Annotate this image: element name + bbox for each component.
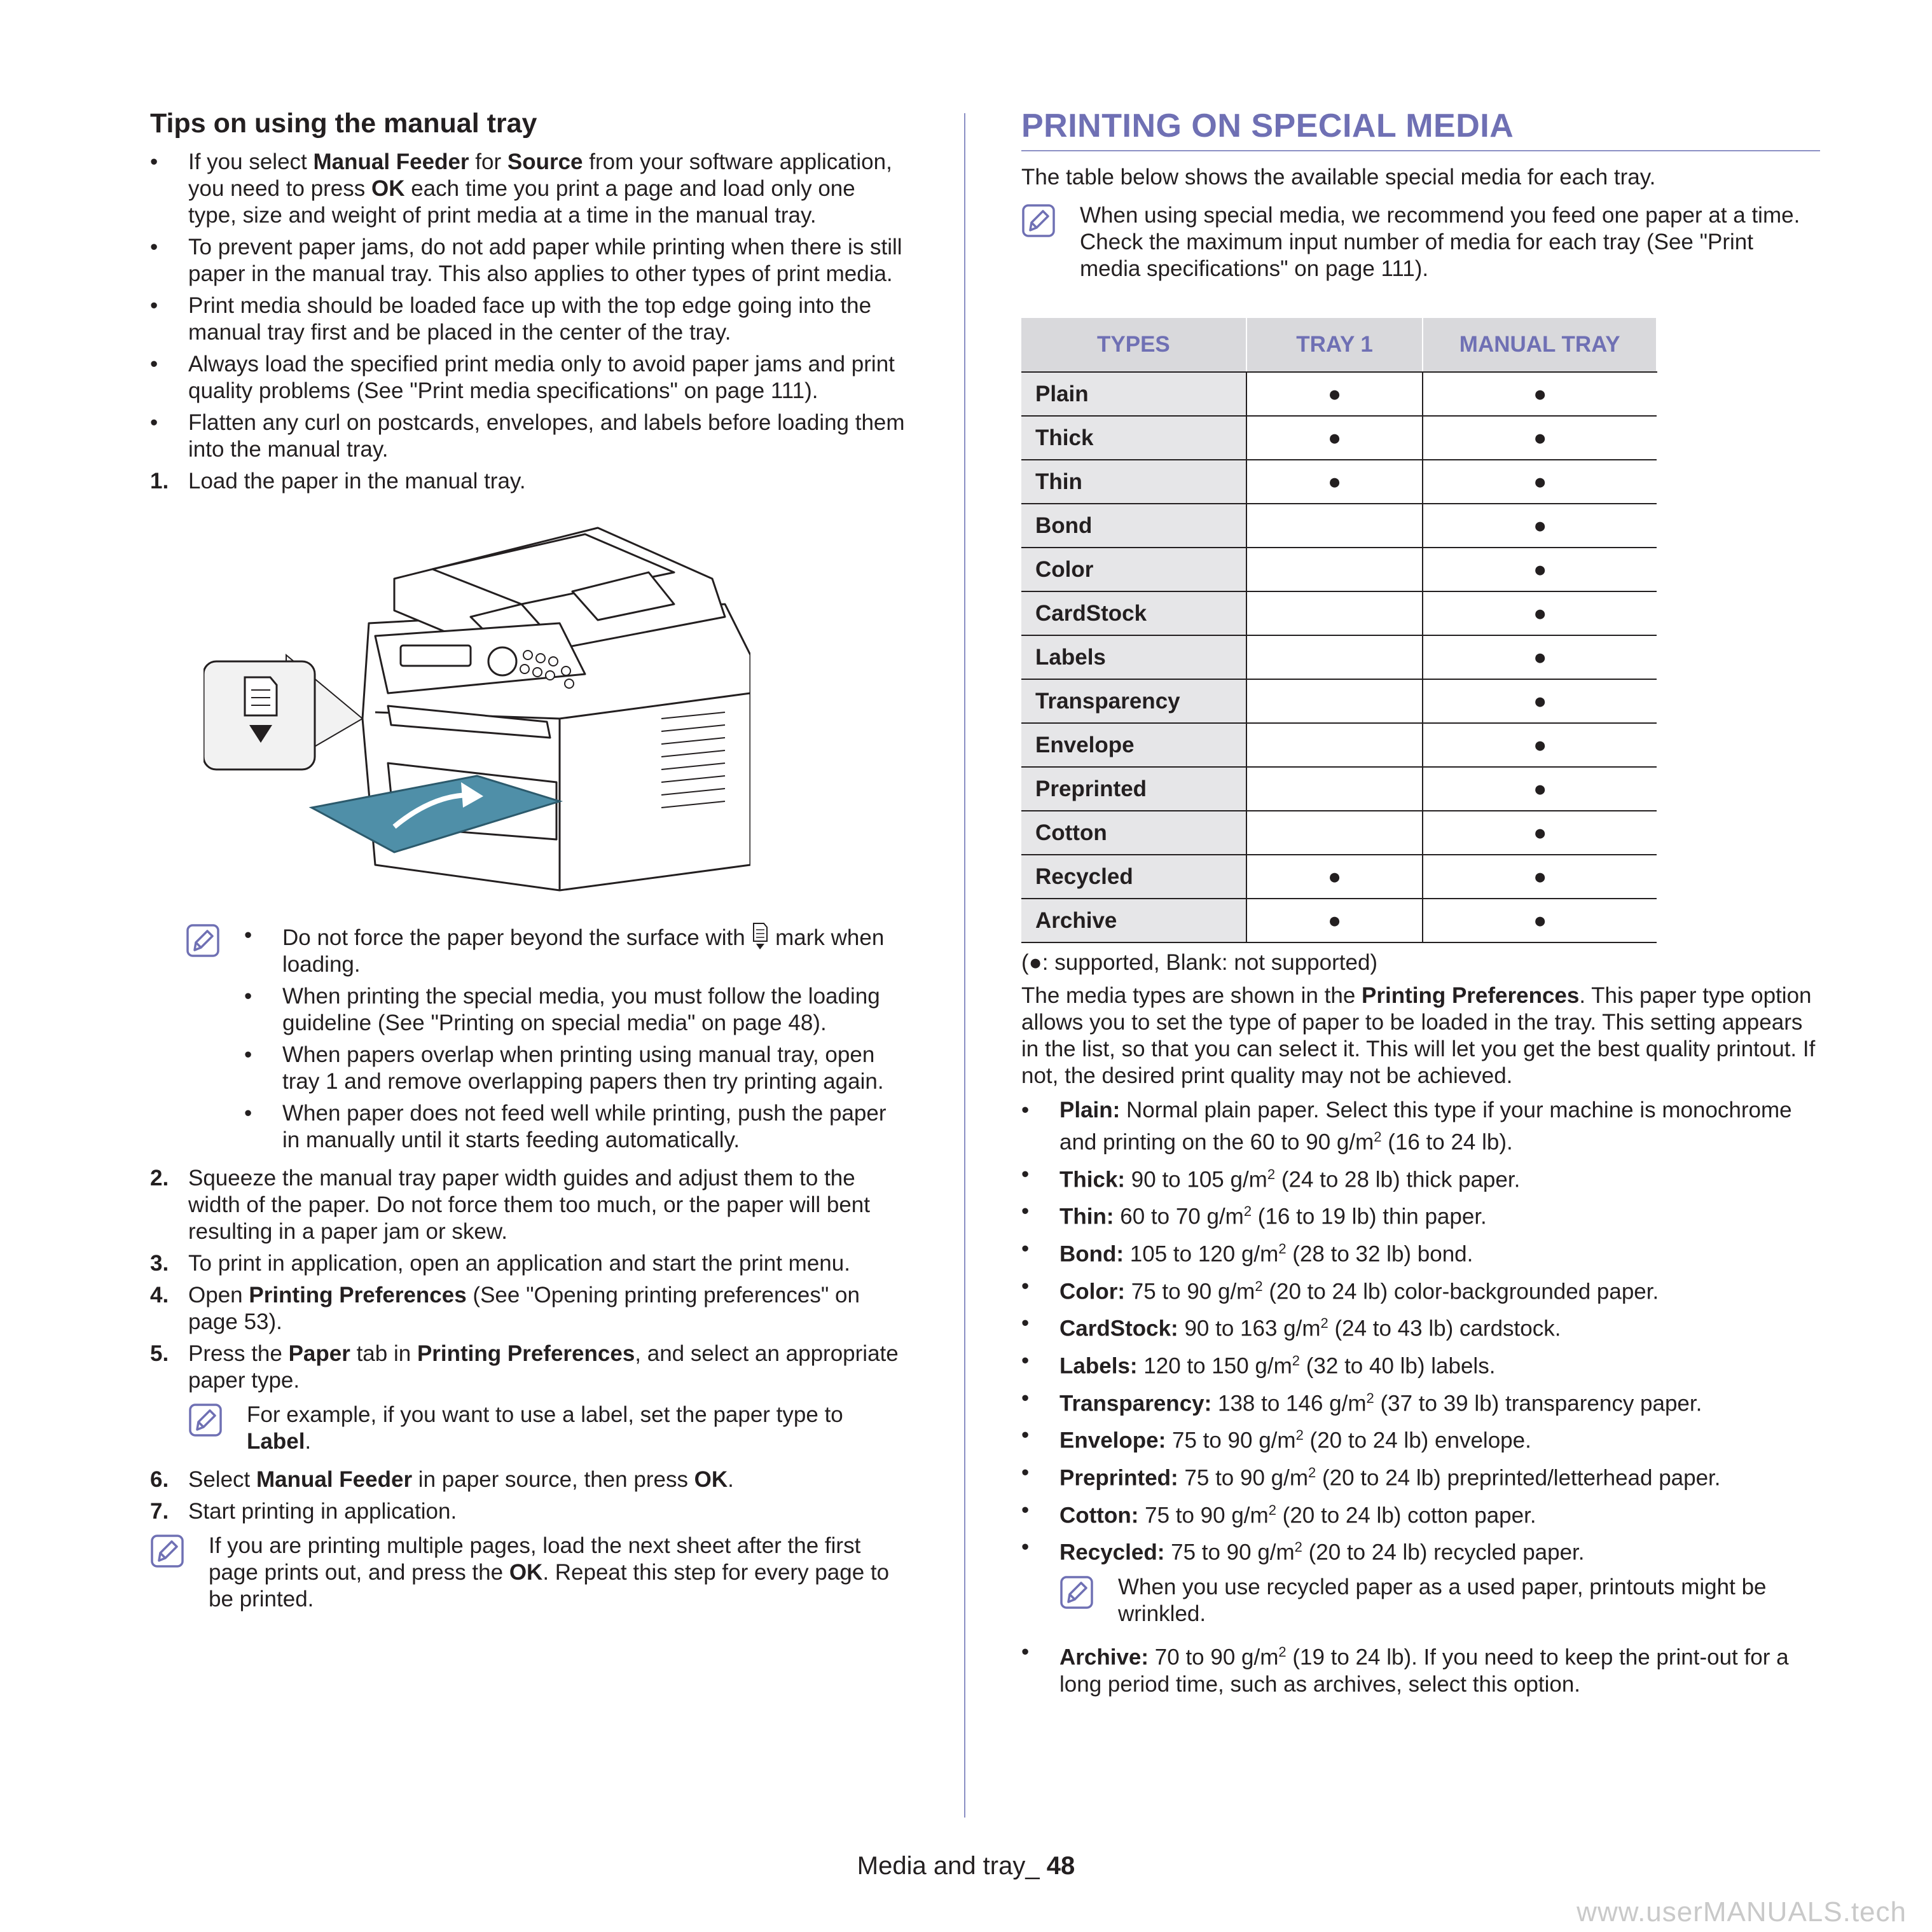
note-text: When using special media, we recommend you feed one paper at a time. Check the maximum input number of media for each tray (See "Print media specifications" on page 111). [1080, 203, 1800, 281]
table-row [1021, 504, 1657, 548]
steps-list-c [150, 1466, 907, 1525]
table-row [1021, 855, 1657, 899]
media-type-item: • Labels: 120 to 150 $g/m^2$ (32 to 40 lb) labels. [1021, 1348, 1820, 1380]
tray1-cell: ● [1246, 416, 1423, 460]
note-item: • When papers overlap when printing using manual tray, open tray 1 and remove overlapping papers then try printing again. [244, 1042, 907, 1095]
tray1-cell [1246, 679, 1423, 723]
manual-feed-mark-icon [751, 922, 769, 950]
tray1-cell: ● [1246, 855, 1423, 899]
media-types-list [1021, 1097, 1820, 1566]
left-column [150, 107, 907, 1624]
type-cell: Archive [1021, 899, 1246, 942]
heading-rule [1021, 150, 1820, 151]
tips-heading: Tips on using the manual tray [150, 108, 537, 139]
media-type-item: • CardStock: 90 to 163 $g/m^2$ (24 to 43 lb) cardstock. [1021, 1310, 1820, 1342]
media-type-item: • Thin: 60 to 70 $g/m^2$ (16 to 19 lb) thin paper. [1021, 1198, 1820, 1231]
manual-cell: ● [1423, 679, 1657, 723]
type-cell: Envelope [1021, 723, 1246, 767]
tray1-cell [1246, 591, 1423, 635]
manual-cell: ● [1423, 811, 1657, 855]
manual-cell: ● [1423, 548, 1657, 591]
step-item: 2. Squeeze the manual tray paper width guides and adjust them to the width of the paper. Do not force them too much, or the paper will bent resulting in a paper jam or skew. [150, 1166, 870, 1244]
media-type-item: • Cotton: 75 to 90 $g/m^2$ (20 to 24 lb) cotton paper. [1021, 1497, 1820, 1529]
note-icon [1021, 204, 1056, 238]
manual-cell: ● [1423, 767, 1657, 811]
media-type-item: • Bond: 105 to 120 $g/m^2$ (28 to 32 lb) bond. [1021, 1236, 1820, 1268]
note-icon [150, 1534, 184, 1568]
note-icon [1059, 1575, 1094, 1610]
manual-cell: ● [1423, 591, 1657, 635]
note-block [186, 922, 907, 1154]
media-type-item: • Plain: Normal plain paper. Select this type if your machine is monochrome and printing on the 60 to 90 $g/m^2$ (16 to 24 lb). [1021, 1097, 1820, 1156]
media-type-item: • Transparency: 138 to 146 $g/m^2$ (37 to 39 lb) transparency paper. [1021, 1385, 1820, 1418]
tray1-cell: ● [1246, 899, 1423, 942]
type-cell: Thin [1021, 460, 1246, 504]
column-divider [964, 113, 965, 1818]
media-types-list-archive [1021, 1639, 1820, 1698]
table-row [1021, 899, 1657, 942]
steps-list-a [150, 468, 907, 495]
header-manual-tray: MANUAL TRAY [1423, 318, 1657, 372]
media-type-item: • Envelope: 75 to 90 $g/m^2$ (20 to 24 lb) envelope. [1021, 1422, 1820, 1454]
table-row [1021, 372, 1657, 416]
table-row [1021, 548, 1657, 591]
note-text: For example, if you want to use a label, set the paper type to Label. [247, 1402, 843, 1454]
header-types: TYPES [1021, 318, 1246, 372]
note-text: When you use recycled paper as a used paper, printouts might be wrinkled. [1118, 1574, 1767, 1626]
note-block [1021, 202, 1820, 282]
tip-item: • Print media should be loaded face up with the top edge going into the manual tray first and be placed in the center of the tray. [150, 293, 907, 346]
step-item: 4. Open Printing Preferences (See "Opening printing preferences" on page 53). [150, 1283, 860, 1334]
step-item: 5. Press the Paper tab in Printing Preferences, and select an appropriate paper type. [150, 1341, 899, 1393]
step-item: 6. Select Manual Feeder in paper source, then press OK. [150, 1467, 734, 1492]
note-item: • Do not force the paper beyond the surface with mark when loading. [244, 922, 907, 978]
tips-list [150, 149, 907, 463]
manual-cell: ● [1423, 504, 1657, 548]
table-row [1021, 767, 1657, 811]
note-item: • When paper does not feed well while printing, push the paper in manually until it starts feeding automatically. [244, 1100, 907, 1154]
type-cell: Color [1021, 548, 1246, 591]
type-cell: Thick [1021, 416, 1246, 460]
media-type-item: • Color: 75 to 90 $g/m^2$ (20 to 24 lb) color-backgrounded paper. [1021, 1273, 1820, 1306]
header-tray1: TRAY 1 [1246, 318, 1423, 372]
tray1-cell [1246, 767, 1423, 811]
note-icon [188, 1403, 223, 1437]
manual-cell: ● [1423, 723, 1657, 767]
tip-item: • Always load the specified print media only to avoid paper jams and print quality problems (See "Print media specifications" on page 111). [150, 351, 907, 404]
tip-item: • To prevent paper jams, do not add paper while printing when there is still paper in the manual tray. This also applies to other types of print media. [150, 234, 907, 287]
table-legend: (●: supported, Blank: not supported) [1021, 950, 1378, 975]
tray1-cell [1246, 504, 1423, 548]
media-type-item: • Recycled: 75 to 90 $g/m^2$ (20 to 24 lb) recycled paper. [1021, 1534, 1820, 1566]
table-row [1021, 811, 1657, 855]
type-cell: Plain [1021, 372, 1246, 416]
printer-illustration [204, 509, 750, 903]
tray1-cell [1246, 723, 1423, 767]
manual-cell: ● [1423, 855, 1657, 899]
media-type-item: • Archive: 70 to 90 $g/m^2$ (19 to 24 lb). If you need to keep the print-out for a long period time, such as archives, select this option. [1021, 1639, 1820, 1698]
note-block [188, 1402, 907, 1455]
step-item: 7. Start printing in application. [150, 1499, 457, 1524]
manual-cell: ● [1423, 899, 1657, 942]
right-column [1021, 107, 1820, 1703]
table-row [1021, 679, 1657, 723]
tray1-cell [1246, 635, 1423, 679]
tray1-cell [1246, 548, 1423, 591]
note-block [1059, 1574, 1820, 1627]
type-cell: Preprinted [1021, 767, 1246, 811]
manual-cell: ● [1423, 460, 1657, 504]
media-type-item: • Preprinted: 75 to 90 $g/m^2$ (20 to 24 lb) preprinted/letterhead paper. [1021, 1459, 1820, 1492]
table-row [1021, 723, 1657, 767]
tray1-cell [1246, 811, 1423, 855]
type-cell: Cotton [1021, 811, 1246, 855]
media-type-item: • Thick: 90 to 105 $g/m^2$ (24 to 28 lb) thick paper. [1021, 1161, 1820, 1194]
table-header-row [1021, 318, 1657, 372]
note-block [150, 1533, 907, 1613]
note-list [244, 922, 907, 1154]
table-row [1021, 416, 1657, 460]
note-item: • When printing the special media, you must follow the loading guideline (See "Printing on special media" on page 48). [244, 983, 907, 1037]
step-item: 3. To print in application, open an application and start the print menu. [150, 1251, 850, 1276]
table-row [1021, 591, 1657, 635]
type-cell: Labels [1021, 635, 1246, 679]
type-cell: Recycled [1021, 855, 1246, 899]
tray1-cell: ● [1246, 460, 1423, 504]
tip-item: • Flatten any curl on postcards, envelopes, and labels before loading them into the manual tray. [150, 410, 907, 463]
manual-cell: ● [1423, 372, 1657, 416]
note-icon [186, 923, 220, 958]
special-media-table [1021, 318, 1657, 943]
type-cell: Bond [1021, 504, 1246, 548]
note-text: If you are printing multiple pages, load the next sheet after the first page prints out, and press the OK. Repeat this step for every page to be printed. [209, 1533, 890, 1611]
tray1-cell: ● [1246, 372, 1423, 416]
special-media-heading: PRINTING ON SPECIAL MEDIA [1021, 107, 1514, 144]
table-row [1021, 635, 1657, 679]
media-types-paragraph: The media types are shown in the Printing Preferences. This paper type option allows you to set the type of paper to be loaded in the tray. This setting appears in the list, so that you can select it. This will let you get the best quality printout. If not, the desired print quality may not be achieved. [1021, 983, 1816, 1088]
type-cell: Transparency [1021, 679, 1246, 723]
tip-item: • If you select Manual Feeder for Source from your software application, you need to press OK each time you print a page and load only one type, size and weight of print media at a time in the manual tray. [150, 149, 907, 229]
manual-cell: ● [1423, 635, 1657, 679]
intro-text: The table below shows the available special media for each tray. [1021, 165, 1656, 190]
manual-cell: ● [1423, 416, 1657, 460]
type-cell: CardStock [1021, 591, 1246, 635]
step-item: 1. Load the paper in the manual tray. [150, 469, 526, 493]
page-footer: Media and tray_ 48 [857, 1852, 1075, 1880]
watermark: www.userMANUALS.tech [1577, 1896, 1907, 1928]
steps-list-b [150, 1165, 907, 1394]
table-row [1021, 460, 1657, 504]
